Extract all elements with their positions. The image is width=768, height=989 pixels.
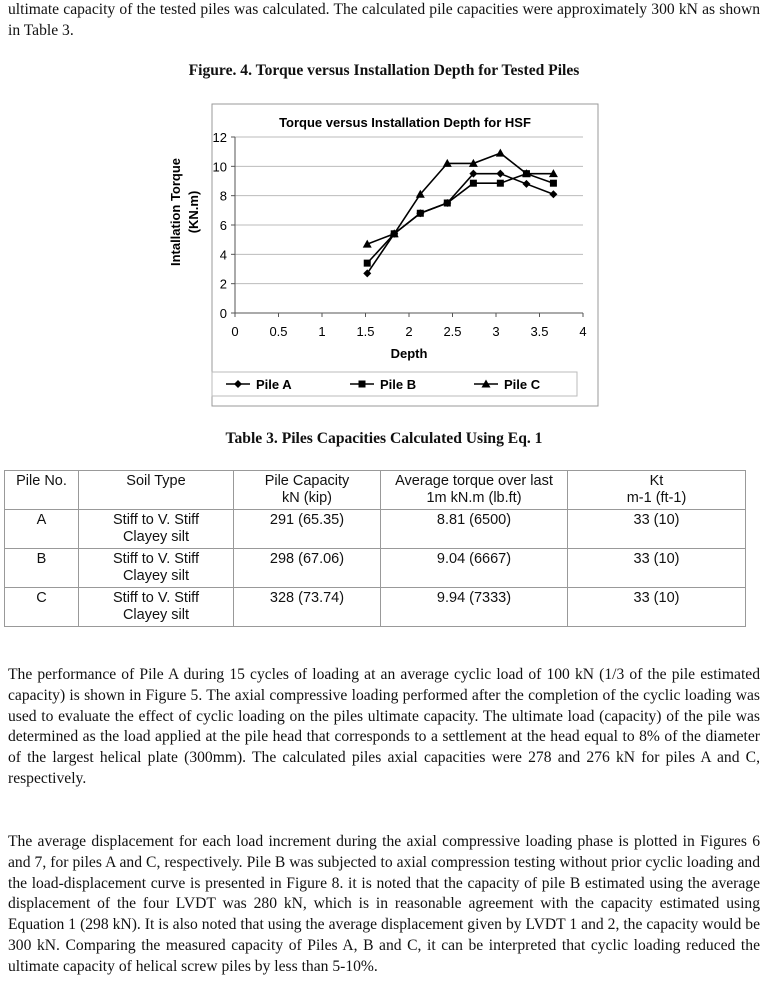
- x-axis-label: Depth: [390, 346, 428, 361]
- y-tick-label: 6: [219, 218, 227, 233]
- table-caption: Table 3. Piles Capacities Calculated Using Eq. 1: [225, 430, 543, 447]
- table-cell: Stiff to V. Stiff Clayey silt: [79, 588, 234, 627]
- table-row: [5, 549, 746, 588]
- table-row: [5, 510, 746, 549]
- table-cell: 8.81 (6500): [381, 510, 568, 549]
- table-cell: 33 (10): [568, 549, 746, 588]
- col-header: Kt m-1 (ft-1): [568, 471, 746, 510]
- y-tick-label: 10: [212, 159, 227, 175]
- x-tick-label: 1.5: [356, 324, 375, 339]
- legend-label: Pile C: [504, 377, 541, 392]
- square-marker: [417, 210, 424, 217]
- table-cell: 291 (65.35): [234, 510, 381, 549]
- table-cell: 33 (10): [568, 588, 746, 627]
- square-marker: [497, 180, 504, 187]
- y-tick-label: 2: [219, 276, 227, 292]
- col-header: Pile Capacity kN (kip): [234, 471, 381, 510]
- col-header: Average torque over last 1m kN.m (lb.ft): [381, 471, 568, 510]
- table-cell: 9.04 (6667): [381, 549, 568, 588]
- y-axis-label: Intallation Torque (KN.m): [168, 157, 201, 267]
- chart-title: Torque versus Installation Depth for HSF: [279, 115, 531, 130]
- x-tick-label: 0.5: [269, 324, 288, 339]
- table-header-row: [5, 471, 746, 510]
- legend-label: Pile B: [380, 377, 417, 392]
- y-tick-label: 12: [212, 130, 227, 145]
- table-cell: 33 (10): [568, 510, 746, 549]
- x-tick-label: 2.5: [443, 324, 462, 339]
- y-tick-label: 8: [219, 188, 227, 204]
- square-marker: [550, 180, 557, 187]
- x-tick-label: 2: [405, 324, 413, 339]
- x-tick-label: 3: [492, 324, 500, 339]
- intro-paragraph: ultimate capacity of the tested piles was calculated. The calculated pile capacities were approximately 300 kN as shown in Table 3.: [8, 1, 760, 39]
- legend-label: Pile A: [256, 377, 292, 392]
- x-tick-label: 4: [579, 324, 587, 339]
- y-tick-label: 0: [219, 306, 227, 321]
- y-tick-label: 4: [219, 247, 227, 263]
- table-cell: 298 (67.06): [234, 549, 381, 588]
- square-marker: [444, 200, 451, 207]
- table-cell: Stiff to V. Stiff Clayey silt: [79, 549, 234, 588]
- table-cell: 328 (73.74): [234, 588, 381, 627]
- table-cell: B: [5, 549, 79, 588]
- col-header: Pile No.: [5, 471, 79, 510]
- paragraph-displacement: The average displacement for each load increment during the axial compressive loading phase is plotted in Figures 6 and 7, for piles A and C, respectively. Pile B was subjected to axial compression testing without prior cyclic loading and the load-displacement curve is presented in Figure 8. it is noted that the capacity of pile B estimated using the average displacement of the four LVDT was 280 kN, which is in reasonable agreement with the capacity estimated using Equation 1 (298 kN). It is also noted that using the average displacement given by LVDT 1 and 2, the capacity would be 300 kN. Comparing the measured capacity of Piles A, B and C, it can be interpreted that cyclic loading reduced the ultimate capacity of helical screw piles by less than 5-10%.: [8, 833, 760, 975]
- x-tick-label: 3.5: [530, 324, 549, 339]
- table-cell: 9.94 (7333): [381, 588, 568, 627]
- figure-caption: Figure. 4. Torque versus Installation Depth for Tested Piles: [188, 62, 580, 79]
- table-cell: A: [5, 510, 79, 549]
- pile-capacity-table: [4, 470, 746, 627]
- col-header: Soil Type: [79, 471, 234, 510]
- square-marker: [364, 260, 371, 267]
- table-row: [5, 588, 746, 627]
- square-marker: [359, 381, 366, 388]
- x-tick-label: 1: [318, 324, 326, 339]
- x-tick-label: 0: [231, 324, 239, 339]
- torque-depth-chart: [150, 100, 610, 410]
- table-cell: C: [5, 588, 79, 627]
- square-marker: [470, 180, 477, 187]
- paragraph-cyclic-loading: The performance of Pile A during 15 cycles of loading at an average cyclic load of 100 kN (1/3 of the pile estimated capacity) is shown in Figure 5. The axial compressive loading performed after the completion of the cyclic loading was used to evaluate the effect of cyclic loading on the piles ultimate capacity. The ultimate load (capacity) of the pile was determined as the load applied at the pile head that corresponds to a settlement at the head equal to 8% of the diameter of the largest helical plate (300mm). The calculated piles axial capacities were 278 and 276 kN for piles A and C, respectively.: [8, 666, 760, 787]
- table-cell: Stiff to V. Stiff Clayey silt: [79, 510, 234, 549]
